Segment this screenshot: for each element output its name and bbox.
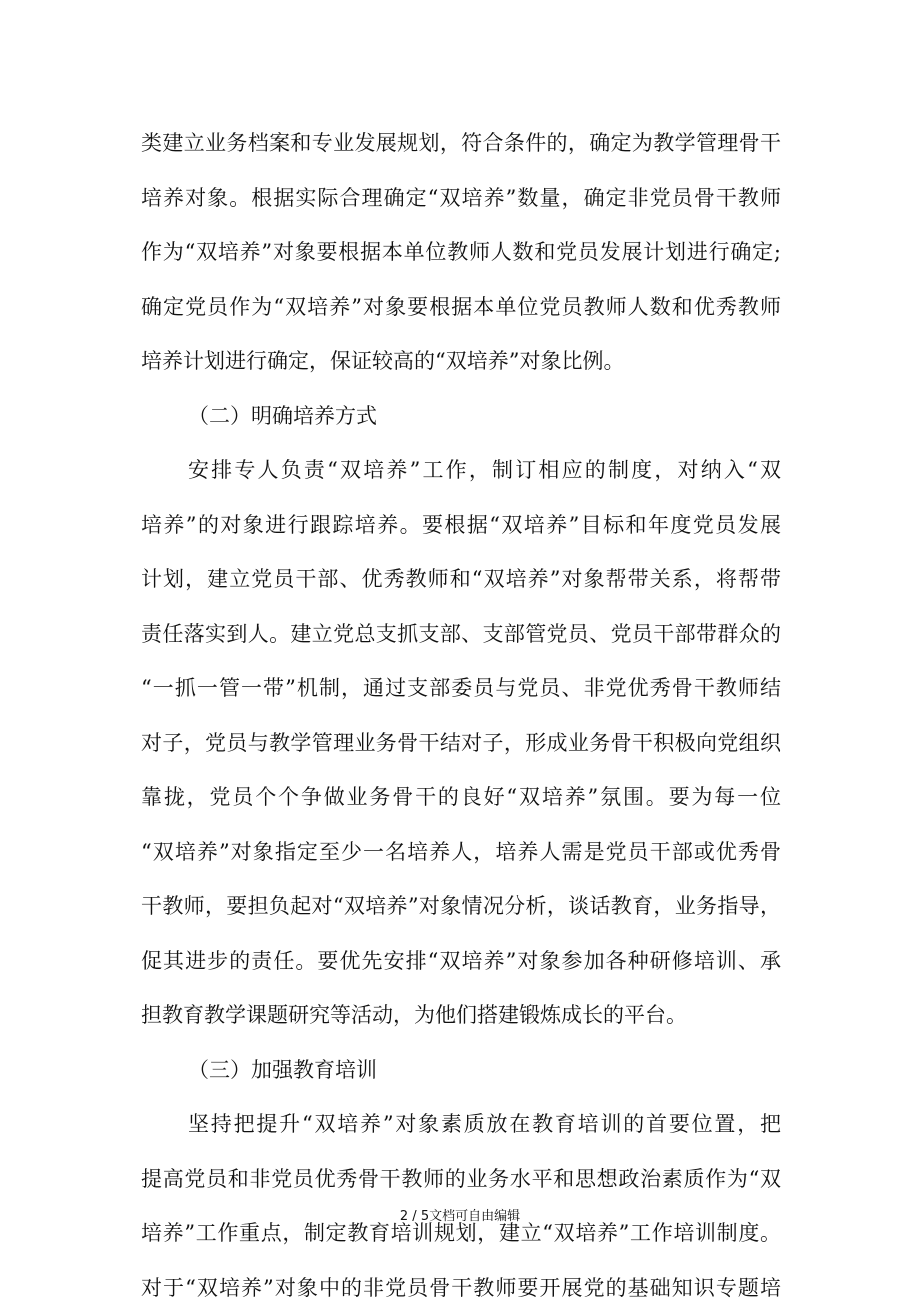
paragraph-end-line: 培养计划进行确定，保证较高的“双培养”对象比例。 <box>141 334 781 389</box>
text-line: 计划，建立党员干部、优秀教师和“双培养”对象帮带关系，将帮带 <box>141 552 781 607</box>
text-line: “一抓一管一带”机制，通过支部委员与党员、非党优秀骨干教师结 <box>141 661 781 716</box>
text-line: 促其进步的责任。要优先安排“双培养”对象参加各种研修培训、承 <box>141 934 781 989</box>
text-line: 责任落实到人。建立党总支抓支部、支部管党员、党员干部带群众的 <box>141 607 781 662</box>
text-line: 培养对象。根据实际合理确定“双培养”数量，确定非党员骨干教师 <box>141 171 781 226</box>
text-line: 培养”工作重点，制定教育培训规划，建立“双培养”工作培训制度。 <box>141 1206 781 1261</box>
text-line: 类建立业务档案和专业发展规划，符合条件的，确定为教学管理骨干 <box>141 116 781 171</box>
document-body <box>141 116 781 1315</box>
text-line: 对于“双培养”对象中的非党员骨干教师要开展党的基础知识专题培 <box>141 1261 781 1315</box>
text-line: 坚持把提升“双培养”对象素质放在教育培训的首要位置，把 <box>141 1097 781 1152</box>
paragraph-end-line: 担教育教学课题研究等活动，为他们搭建锻炼成长的平台。 <box>141 988 781 1043</box>
text-line: 靠拢，党员个个争做业务骨干的良好“双培养”氛围。要为每一位 <box>141 770 781 825</box>
text-line: 提高党员和非党员优秀骨干教师的业务水平和思想政治素质作为“双 <box>141 1152 781 1207</box>
section-heading: （三）加强教育培训 <box>141 1043 781 1098</box>
text-line: 对子，党员与教学管理业务骨干结对子，形成业务骨干积极向党组织 <box>141 716 781 771</box>
text-line: 作为“双培养”对象要根据本单位教师人数和党员发展计划进行确定; <box>141 225 781 280</box>
text-line: 确定党员作为“双培养”对象要根据本单位党员教师人数和优秀教师 <box>141 280 781 335</box>
section-heading: （二）明确培养方式 <box>141 389 781 444</box>
page-footer: 2 / 5文档可自由编辑 <box>0 1205 920 1224</box>
text-line: 干教师，要担负起对“双培养”对象情况分析，谈话教育，业务指导， <box>141 879 781 934</box>
text-line: 培养”的对象进行跟踪培养。要根据“双培养”目标和年度党员发展 <box>141 498 781 553</box>
text-line: 安排专人负责“双培养”工作，制订相应的制度，对纳入“双 <box>141 443 781 498</box>
text-line: “双培养”对象指定至少一名培养人，培养人需是党员干部或优秀骨 <box>141 825 781 880</box>
